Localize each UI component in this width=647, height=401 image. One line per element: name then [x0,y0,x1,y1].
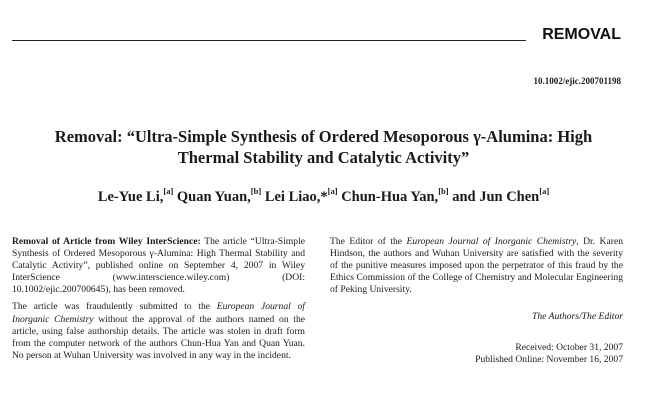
editor-statement-paragraph: The Editor of the European Journal of Inorganic Chemistry, Dr. Karen Hindson, the authors and Wuhan University are satisfied with the severity of the punitive measures imposed upon the perpetrator of this fraud by the Ethics Commission of the College of Chemistry and Molecular Engineering of Peking University. [330,236,623,296]
doi: 10.1002/ejic.200701198 [533,76,621,86]
title-line-2: Thermal Stability and Catalytic Activity” [177,148,470,167]
author: Chun-Hua Yan,[b] [341,186,449,205]
header-rule [12,40,526,41]
author-list [20,182,627,206]
section-label: REMOVAL [542,26,621,43]
article-title [20,126,627,168]
affiliation-marker: [a] [163,186,174,196]
signature: The Authors/The Editor [532,311,623,323]
author: and Jun Chen[a] [452,186,550,205]
affiliation-marker: [b] [250,186,262,196]
removal-notice-paragraph: Removal of Article from Wiley InterScience: The article “Ultra-Simple Synthesis of Ordered Mesoporous γ-Alumina: High Thermal Stability and Catalytic Activity”, published online on September 4, 2007 in Wiley InterScience (www.interscience.wiley.com) (DOI: 10.1002/ejic.200700645), has been removed. [12,236,305,296]
affiliation-marker: [a] [539,186,550,196]
journal-name: European Journal of Inorganic Chemistry [12,301,305,325]
title-line-1: Removal: “Ultra-Simple Synthesis of Ordered Mesoporous γ-Alumina: High [54,127,593,146]
right-column [330,236,623,371]
left-column [12,236,305,367]
publication-dates [330,342,623,366]
author: Quan Yuan,[b] [176,186,262,205]
removal-notice-lead: Removal of Article from Wiley InterScience: [12,236,201,247]
author: Lei Liao,*[a] [264,186,338,205]
received-date: Received: October 31, 2007 [515,341,623,353]
affiliation-marker: [b] [438,186,449,196]
published-date: Published Online: November 16, 2007 [475,353,623,365]
journal-name: European Journal of Inorganic Chemistry [406,236,577,247]
fraud-explanation-paragraph: The article was fraudulently submitted to the European Journal of Inorganic Chemistry without the approval of the authors named on the article, using false authorship details. The article was stolen in draft form from the computer network of the authors Chun-Hua Yan and Quan Yuan. No person at Wuhan University was involved in any way in the incident. [12,301,305,361]
affiliation-marker: [a] [327,186,338,196]
author: Le-Yue Li,[a] [97,186,174,205]
